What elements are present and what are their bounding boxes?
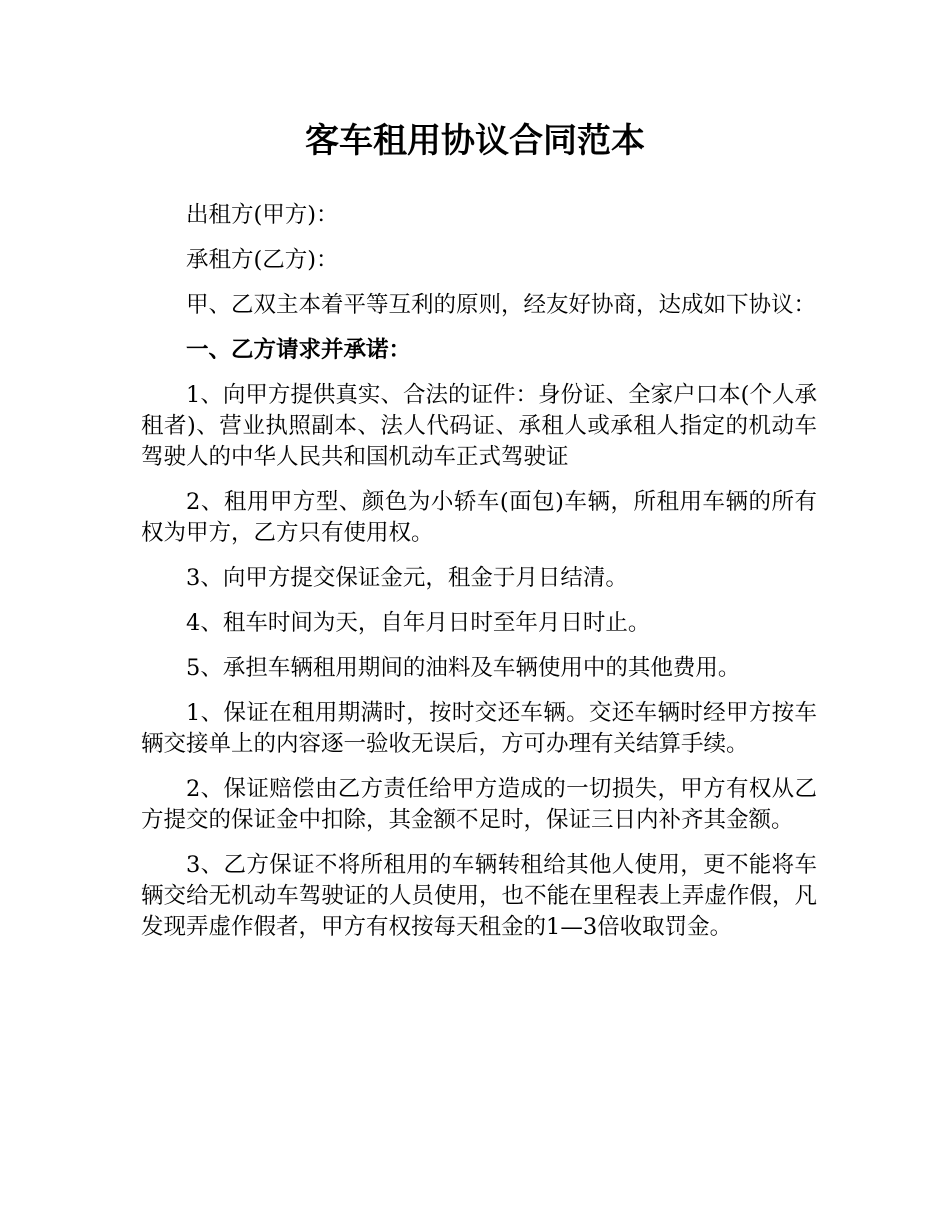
clause-paragraph: 4、租车时间为天，自年月日时至年月日时止。 — [186, 610, 651, 636]
clause-paragraph: 2、租用甲方型、颜色为小轿车(面包)车辆，所租用车辆的所有权为甲方，乙方只有使用权。 — [141, 489, 817, 546]
section-heading: 一、乙方请求并承诺： — [186, 337, 412, 363]
clause-paragraph: 1、向甲方提供真实、合法的证件：身份证、全家户口本(个人承租者)、营业执照副本、法人代码证、承租人或承租人指定的机动车驾驶人的中华人民共和国机动车正式驾驶证 — [141, 382, 817, 470]
clause-paragraph: 3、乙方保证不将所租用的车辆转租给其他人使用，更不能将车辆交给无机动车驾驶证的人员使用，也不能在里程表上弄虚作假，凡发现弄虚作假者，甲方有权按每天租金的1—3倍收取罚金。 — [141, 852, 817, 940]
paragraph-lessor: 出租方(甲方)： — [186, 202, 339, 228]
clause-paragraph: 1、保证在租用期满时，按时交还车辆。交还车辆时经甲方按车辆交接单上的内容逐一验收无误后，方可办理有关结算手续。 — [141, 700, 817, 757]
clause-paragraph: 3、向甲方提交保证金元，租金于月日结清。 — [186, 565, 628, 591]
paragraph-lessee: 承租方(乙方)： — [186, 247, 339, 273]
clause-paragraph: 2、保证赔偿由乙方责任给甲方造成的一切损失，甲方有权从乙方提交的保证金中扣除，其金额不足时，保证三日内补齐其金额。 — [141, 776, 817, 833]
paragraph-intro: 甲、乙双主本着平等互利的原则，经友好协商，达成如下协议： — [186, 292, 817, 318]
document-title: 客车租用协议合同范本 — [305, 121, 645, 161]
document-body — [141, 200, 817, 957]
clause-paragraph: 5、承担车辆租用期间的油料及车辆使用中的其他费用。 — [186, 655, 741, 681]
